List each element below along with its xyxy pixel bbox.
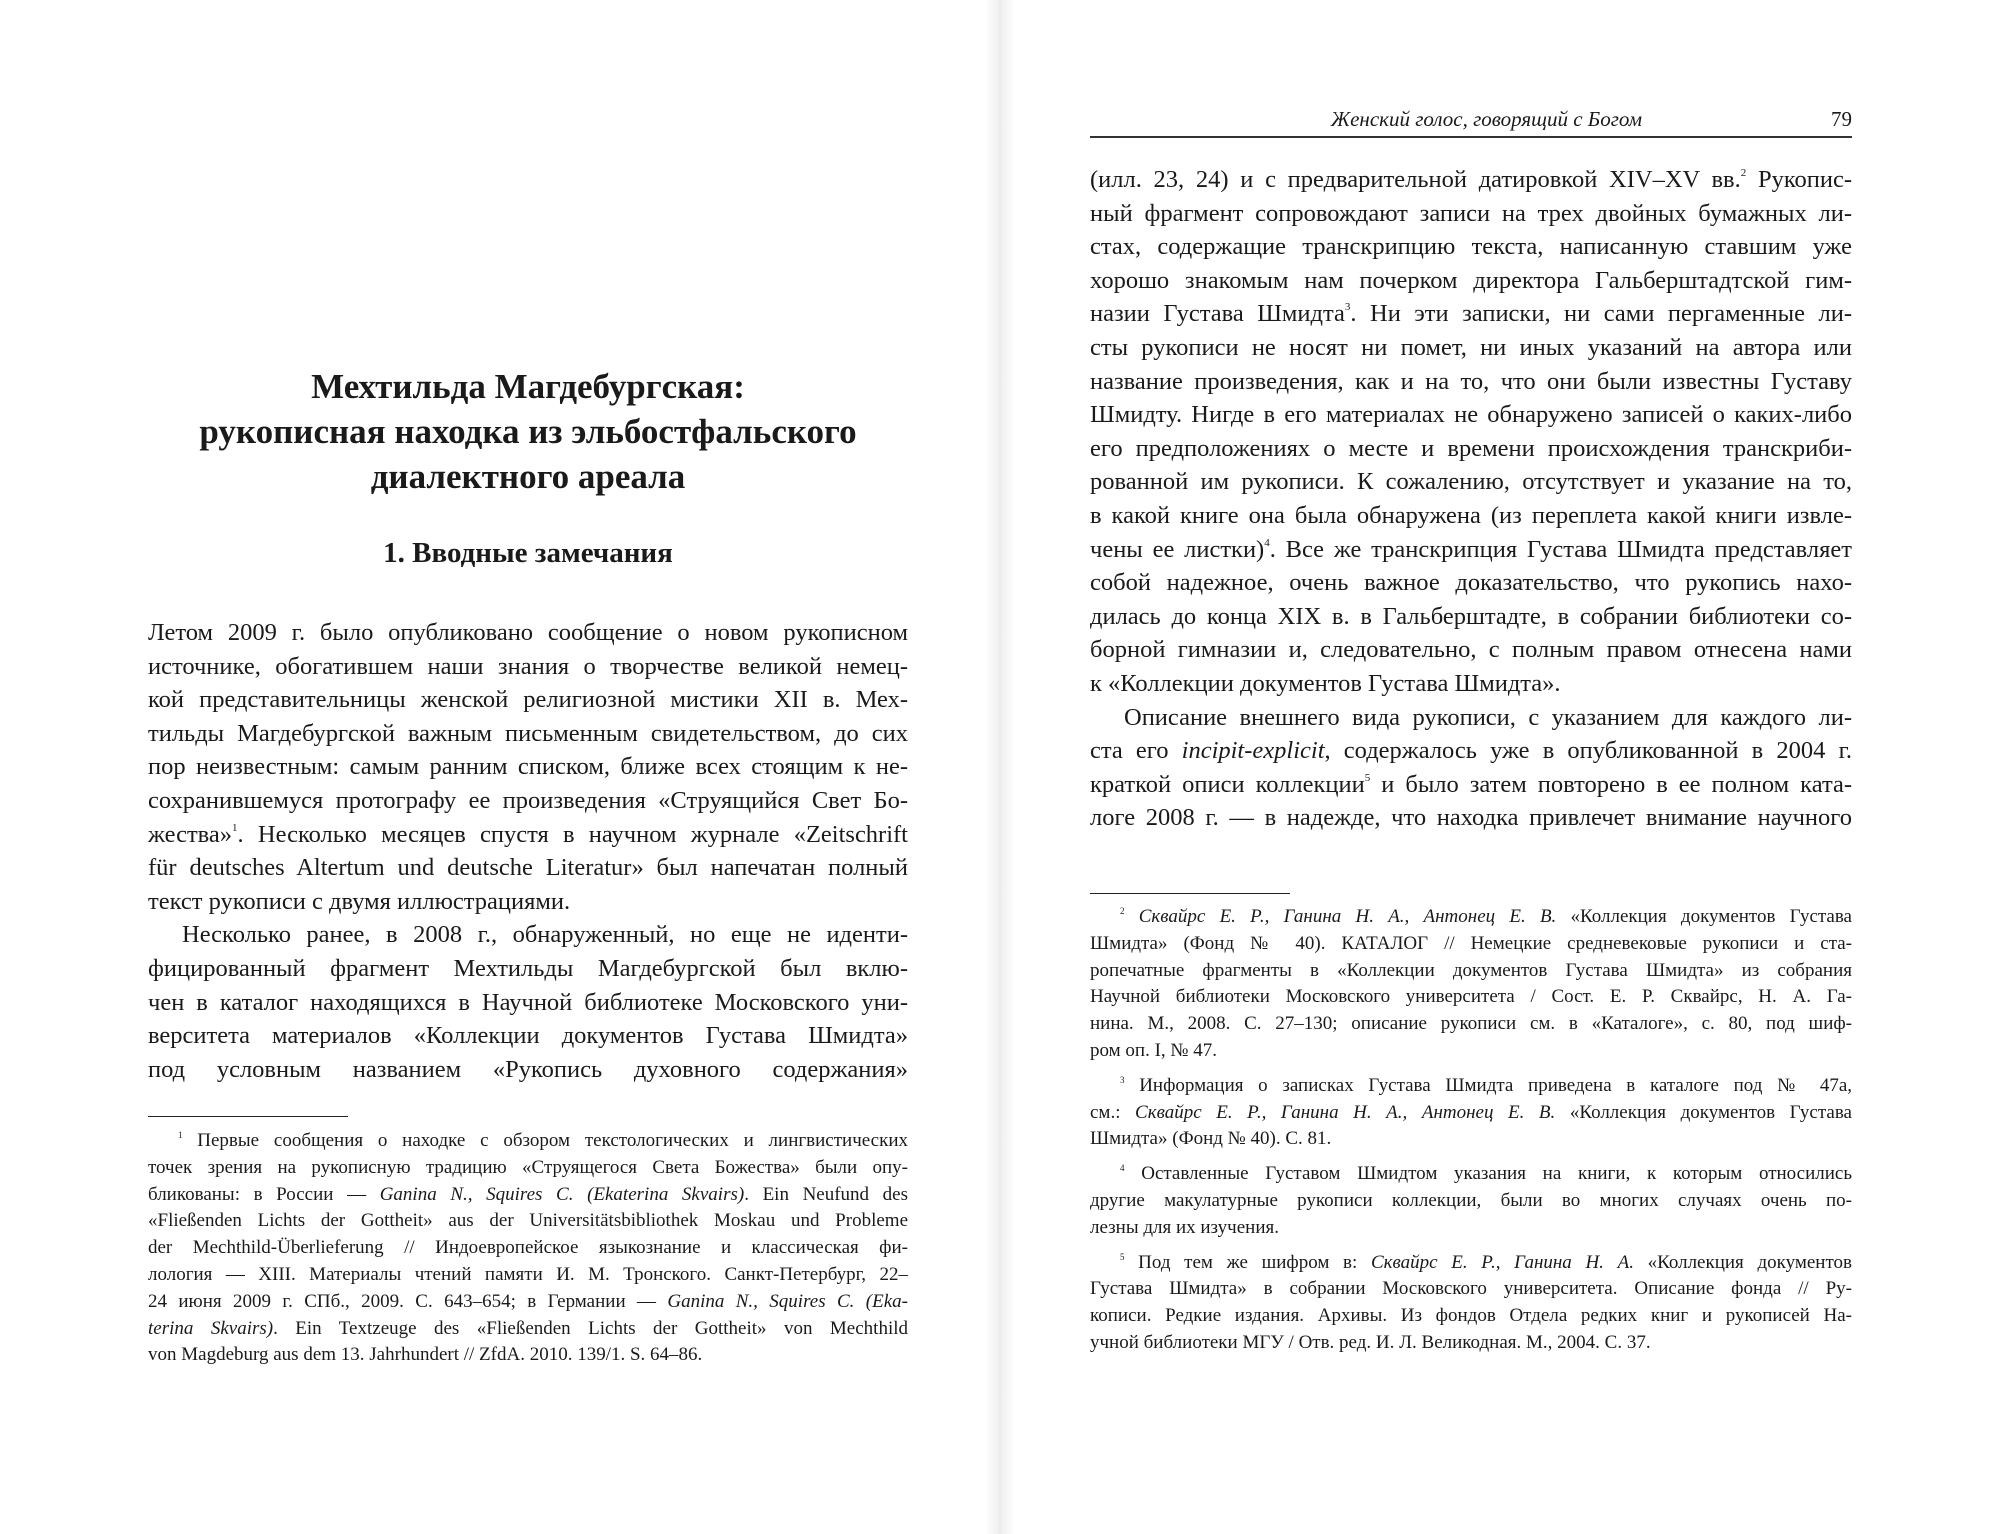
text-line: сохранившемуся протографу ее произведения «Струящийся Свет Бо-	[148, 786, 908, 814]
footnote-line: der Mechthild-Überlieferung // Индоевропейское языкознание и классическая фи-	[148, 1237, 908, 1259]
text-line: его предположениях о месте и времени происхождения транскриби-	[1090, 434, 1852, 462]
footnote-3	[1090, 1073, 1852, 1153]
text-line: für deutsches Altertum und deutsche Literatur» был напечатан полный	[148, 854, 908, 882]
author-citation: Ganina N., Squires C. (Ekaterina Skvairs)	[379, 1183, 745, 1205]
footnote-line: ропечатные фрагменты в «Коллекции документов Густава Шмидта» из собрания	[1090, 959, 1852, 981]
text-line	[1090, 768, 1852, 802]
footnote-line	[1090, 1073, 1852, 1100]
footnote-line: учной библиотеки МГУ / Отв. ред. И. Л. Великодная. М., 2004. С. 37.	[1090, 1331, 1651, 1353]
footnotes-right	[1090, 904, 1852, 1357]
text-run: Под тем же шифром в:	[1138, 1251, 1371, 1273]
text-run: . Все же транскрипция Густава Шмидта представляет	[1269, 535, 1852, 563]
text-line: ный фрагмент сопровождают записи на трех двойных бумажных ли-	[1090, 199, 1852, 227]
text-run: (илл. 23, 24) и с предварительной датировкой XIV–XV вв.	[1090, 166, 1741, 193]
text-run: «Коллекция документов Густава	[1556, 906, 1852, 927]
text-line: собой надежное, очень важное доказательство, что рукопись нахо-	[1090, 569, 1852, 597]
footnote-ref: 4	[1264, 536, 1270, 549]
left-body-text	[148, 616, 908, 1086]
footnote-divider	[1090, 893, 1290, 894]
text-line: Несколько ранее, в 2008 г., обнаруженный, но еще не иденти-	[182, 921, 908, 949]
footnote-ref: 3	[1344, 301, 1351, 314]
footnote-line: нина. М., 2008. С. 27–130; описание рукописи см. в «Каталоге», с. 80, под шиф-	[1090, 1013, 1852, 1035]
text-line: Шмидту. Нигде в его материалах не обнаружено записей о каких-либо	[1090, 401, 1852, 429]
text-line: под условным названием «Рукопись духовного содержания»	[148, 1055, 908, 1083]
text-run: «Коллекция документов	[1633, 1251, 1852, 1273]
text-run: и было затем повторено в ее полном ката-	[1370, 770, 1852, 798]
text-line	[1090, 297, 1852, 331]
latin-term: incipit-explicit	[1181, 737, 1325, 765]
text-line: сты рукописи не носят ни помет, ни иных указаний на автора или	[1090, 333, 1852, 361]
text-line: источнике, обогатившем наши знания о творчестве великой немец-	[148, 652, 908, 680]
text-line	[1090, 734, 1852, 768]
right-body-text	[1090, 163, 1852, 835]
text-run: . Ein Textzeuge des «Fließenden Lichts der Gottheit» von Mechthild	[273, 1317, 908, 1339]
text-run: . Несколько месяцев спустя в научном журнале «Zeitschrift	[237, 820, 908, 848]
footnote-line	[148, 1316, 908, 1343]
footnote-5	[1090, 1250, 1852, 1357]
title-line: диалектного ареала	[370, 457, 686, 496]
chapter-title	[148, 364, 908, 499]
text-line	[1090, 533, 1852, 567]
text-line: Описание внешнего вида рукописи, с указанием для каждого ли-	[1124, 703, 1852, 731]
text-run: . Ein Neufund des	[744, 1183, 909, 1205]
footnote-line: Шмидта» (Фонд № 40). С. 81.	[1090, 1128, 1332, 1150]
author-citation: Ganina N., Squires C. (Eka-	[667, 1290, 908, 1312]
text-line: дилась до конца XIX в. в Гальберштадте, в собрании библиотеки со-	[1090, 602, 1852, 630]
footnote-line	[1090, 904, 1852, 931]
text-run: бликованы: в России —	[148, 1183, 380, 1205]
footnote-1	[148, 1128, 908, 1369]
footnote-mark: 1	[178, 1130, 183, 1140]
footnote-line: лезны для их изучения.	[1090, 1216, 1279, 1238]
footnote-line: лология — XIII. Материалы чтений памяти И. М. Тронского. Санкт-Петербург, 22–	[148, 1263, 908, 1285]
page-number: 79	[1831, 107, 1852, 131]
text-line: чен в каталог находящихся в Научной библиотеке Московского уни-	[148, 988, 908, 1016]
text-line: борной гимназии и, следовательно, с полным правом отнесена нами	[1090, 636, 1852, 664]
text-run: чены ее листки)	[1090, 535, 1265, 563]
footnote-line: кописи. Редкие издания. Архивы. Из фондов Отдела редких книг и рукописей На-	[1090, 1305, 1852, 1327]
footnote-line: Шмидта» (Фонд № 40). КАТАЛОГ // Немецкие средневековые рукописи и ста-	[1090, 932, 1852, 954]
footnote-mark: 2	[1120, 906, 1125, 916]
footnote-line: Густава Шмидта» в собрании Московского университета. Описание фонда // Ру-	[1090, 1278, 1852, 1300]
footnote-gap	[1090, 1242, 1852, 1250]
text-line: Летом 2009 г. было опубликовано сообщение о новом рукописном	[148, 619, 908, 646]
footnote-mark: 5	[1120, 1251, 1125, 1262]
text-line: название произведения, как и на то, что они были известны Густаву	[1090, 367, 1852, 395]
text-line	[1090, 163, 1852, 197]
text-line: пор неизвестным: самым ранним списком, ближе всех стоящим к не-	[148, 753, 908, 781]
footnote-2	[1090, 904, 1852, 1065]
text-line: текст рукописи с двумя иллюстрациями.	[148, 887, 571, 915]
author-citation: Сквайрс Е. Р., Ганина Н. А.	[1370, 1251, 1634, 1273]
footnote-gap	[1090, 1065, 1852, 1073]
footnote-ref: 1	[232, 821, 238, 834]
footnote-line: другие макулатурные рукописи коллекции, были во многих случаях очень по-	[1090, 1189, 1852, 1211]
footnote-line: Научной библиотеки Московского университета / Сост. Е. Р. Сквайрс, Н. А. Га-	[1090, 986, 1852, 1008]
text-line	[148, 818, 908, 852]
text-line: кой представительницы женской религиозной мистики XII в. Мех-	[148, 686, 908, 714]
footnote-line	[1090, 1100, 1852, 1127]
footnote-ref: 2	[1740, 167, 1747, 179]
text-run: «Коллекция документов Густава	[1555, 1101, 1852, 1123]
text-run: . Ни эти записки, ни сами пергаменные ли-	[1350, 300, 1852, 328]
text-run: жества»	[148, 820, 233, 848]
header-rule	[1090, 136, 1852, 138]
footnote-line	[148, 1182, 908, 1209]
footnote-line: von Magdeburg aus dem 13. Jahrhundert // ZfdA. 2010. 139/1. S. 64–86.	[148, 1344, 703, 1366]
text-run: Первые сообщения о находке с обзором текстологических и лингвистических	[197, 1130, 908, 1151]
text-run: краткой описи коллекции	[1090, 770, 1365, 798]
text-line: к «Коллекции документов Густава Шмидта».	[1090, 669, 1561, 697]
text-line: фицированный фрагмент Мехтильды Магдебургской был вклю-	[148, 954, 908, 982]
footnote-divider	[148, 1116, 348, 1117]
running-title: Женский голос, говорящий с Богом	[1330, 107, 1642, 131]
footnote-ref: 5	[1364, 771, 1371, 784]
text-line: стах, содержащие транскрипцию текста, написанную ставшим уже	[1090, 233, 1852, 261]
footnote-line: ром оп. I, № 47.	[1090, 1039, 1218, 1061]
footnote-line: «Fließenden Lichts der Gottheit» aus der Universitätsbibliothek Moskau und Probleme	[148, 1210, 908, 1232]
text-run: ста его	[1090, 737, 1182, 765]
text-run: 24 июня 2009 г. СПб., 2009. С. 643–654; в Германии —	[148, 1290, 668, 1312]
text-line: в какой книге она была обнаружена (из переплета какой книги извле-	[1090, 501, 1852, 529]
footnote-mark: 4	[1120, 1163, 1125, 1174]
footnote-line	[1090, 1161, 1852, 1188]
text-run: см.:	[1090, 1101, 1136, 1123]
text-line: хорошо знакомым нам почерком директора Гальберштадтской гим-	[1090, 266, 1852, 294]
footnote-line	[148, 1289, 908, 1316]
text-line: рованной им рукописи. К сожалению, отсутствует и указание на то,	[1090, 468, 1852, 496]
title-line: Мехтильда Магдебургская:	[311, 367, 745, 406]
text-run: Оставленные Густавом Шмидтом указания на книги, к которым относились	[1141, 1163, 1852, 1185]
text-line: логе 2008 г. — в надежде, что находка привлечет внимание научного	[1090, 804, 1852, 832]
title-line: рукописная находка из эльбостфальского	[199, 412, 857, 451]
author-citation: terina Skvairs)	[148, 1317, 274, 1339]
section-title: 1. Вводные замечания	[383, 537, 673, 569]
text-run: назии Густава Шмидта	[1090, 300, 1345, 328]
footnote-line	[148, 1128, 908, 1155]
text-run: Информация о записках Густава Шмидта приведена в каталоге под № 47а,	[1139, 1074, 1852, 1096]
footnote-line: точек зрения на рукописную традицию «Струящегося Света Божества» были опу-	[148, 1156, 908, 1178]
text-line: тильды Магдебургской важным письменным свидетельством, до сих	[148, 719, 908, 747]
footnote-mark: 3	[1120, 1074, 1125, 1085]
text-run: Рукопис-	[1746, 166, 1852, 193]
footnote-4	[1090, 1161, 1852, 1241]
text-run: , содержалось уже в опубликованной в 2004 г.	[1324, 737, 1852, 765]
author-citation: Сквайрс Е. Р., Ганина Н. А., Антонец Е. В.	[1135, 1101, 1556, 1123]
text-line: верситета материалов «Коллекции документов Густава Шмидта»	[148, 1022, 908, 1050]
footnote-line	[1090, 1250, 1852, 1277]
author-citation: Сквайрс Е. Р., Ганина Н. А., Антонец Е. В.	[1138, 906, 1557, 927]
footnote-gap	[1090, 1153, 1852, 1161]
